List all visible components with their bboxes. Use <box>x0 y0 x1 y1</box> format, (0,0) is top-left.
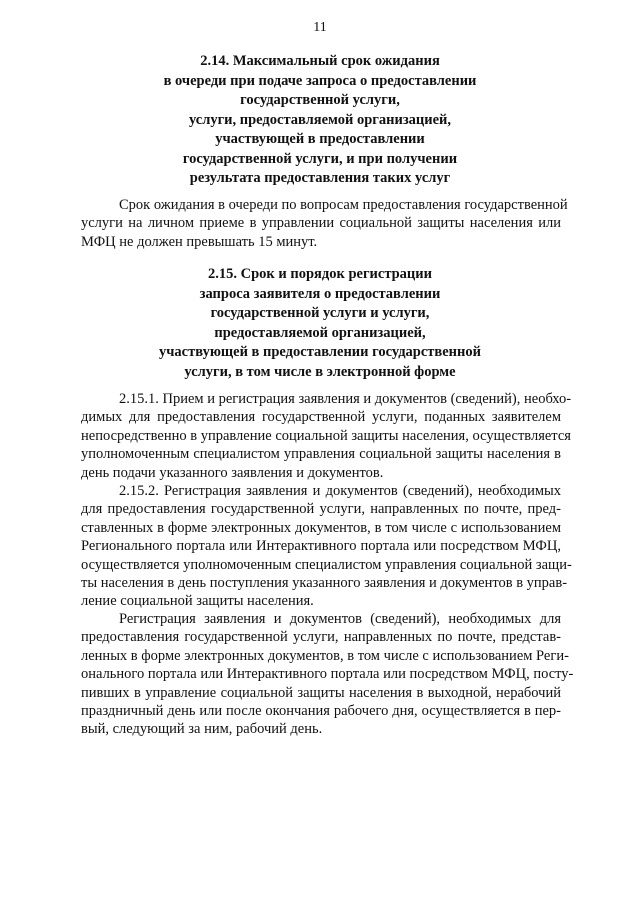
heading-line: государственной услуги, <box>240 92 400 108</box>
paragraph-line: 2.15.1. Прием и регистрация заявления и документов (сведений), необхо- <box>119 391 572 407</box>
paragraph-line: непосредственно в управление социальной защиты населения, осуществляется <box>81 427 571 444</box>
heading-line: услуги, в том числе в электронной форме <box>184 363 456 380</box>
paragraph-line: ленных в форме электронных документов, в том числе с использованием Реги- <box>81 647 569 664</box>
paragraph-line: Регионального портала или Интерактивного портала или посредством МФЦ, <box>81 538 561 555</box>
paragraph-2-15-2 <box>81 482 572 611</box>
heading-line: услуги, предоставляемой организацией, <box>188 111 452 128</box>
paragraph-line: предоставления государственной услуги, направленных по почте, представ- <box>81 629 561 646</box>
paragraph-registration <box>81 610 574 739</box>
paragraph-line: Регистрация заявления и документов (сведений), необходимых для <box>119 611 561 627</box>
section-2-14-paragraph <box>81 196 568 251</box>
paragraph-line: ставленных в форме электронных документов, в том числе с использованием <box>81 519 561 536</box>
paragraph-line: Срок ожидания в очереди по вопросам предоставления государственной <box>119 197 568 213</box>
paragraph-2-15-1 <box>81 390 572 482</box>
paragraph-line: ты населения в день поступления указанного заявления и документов в управ- <box>81 574 568 591</box>
heading-line: 2.15. Срок и порядок регистрации <box>208 266 432 282</box>
heading-line: предоставляемой организацией, <box>214 324 426 341</box>
paragraph-line: ление социальной защиты населения. <box>81 593 314 610</box>
paragraph-line: онального портала или Интерактивного портала или посредством МФЦ, посту- <box>81 666 574 683</box>
paragraph-line: осуществляется уполномоченным специалистом управления социальной защи- <box>81 556 572 573</box>
heading-line: государственной услуги, и при получении <box>182 150 458 167</box>
section-2-15-heading <box>100 265 540 382</box>
paragraph-line: уполномоченным специалистом управления социальной защиты населения в <box>81 446 561 463</box>
page-number: 11 <box>313 20 327 35</box>
heading-line: государственной услуги и услуги, <box>210 305 430 321</box>
paragraph-line: МФЦ не должен превышать 15 минут. <box>81 233 318 250</box>
paragraph-line: димых для предоставления государственной услуги, поданных заявителем <box>81 409 561 426</box>
paragraph-line: праздничный день или после окончания рабочего дня, осуществляется в пер- <box>81 702 561 719</box>
paragraph-line: вый, следующий за ним, рабочий день. <box>81 721 323 738</box>
paragraph-line: 2.15.2. Регистрация заявления и документов (сведений), необходимых <box>119 483 561 499</box>
heading-line: запроса заявителя о предоставлении <box>199 285 441 302</box>
paragraph-line: пивших в управление социальной защиты населения в выходной, нерабочий <box>81 684 561 701</box>
heading-line: 2.14. Максимальный срок ожидания <box>200 53 440 69</box>
heading-line: участвующей в предоставлении государственной <box>159 344 481 360</box>
heading-line: в очереди при подаче запроса о предоставлении <box>163 72 477 89</box>
paragraph-line: день подачи указанного заявления и документов. <box>81 464 384 481</box>
section-2-14-heading <box>100 52 540 189</box>
paragraph-line: для предоставления государственной услуги, направленных по почте, пред- <box>81 501 561 518</box>
paragraph-line: услуги на личном приеме в управлении социальной защиты населения или <box>81 215 561 232</box>
heading-line: участвующей в предоставлении <box>215 131 425 147</box>
heading-line: результата предоставления таких услуг <box>189 170 451 186</box>
